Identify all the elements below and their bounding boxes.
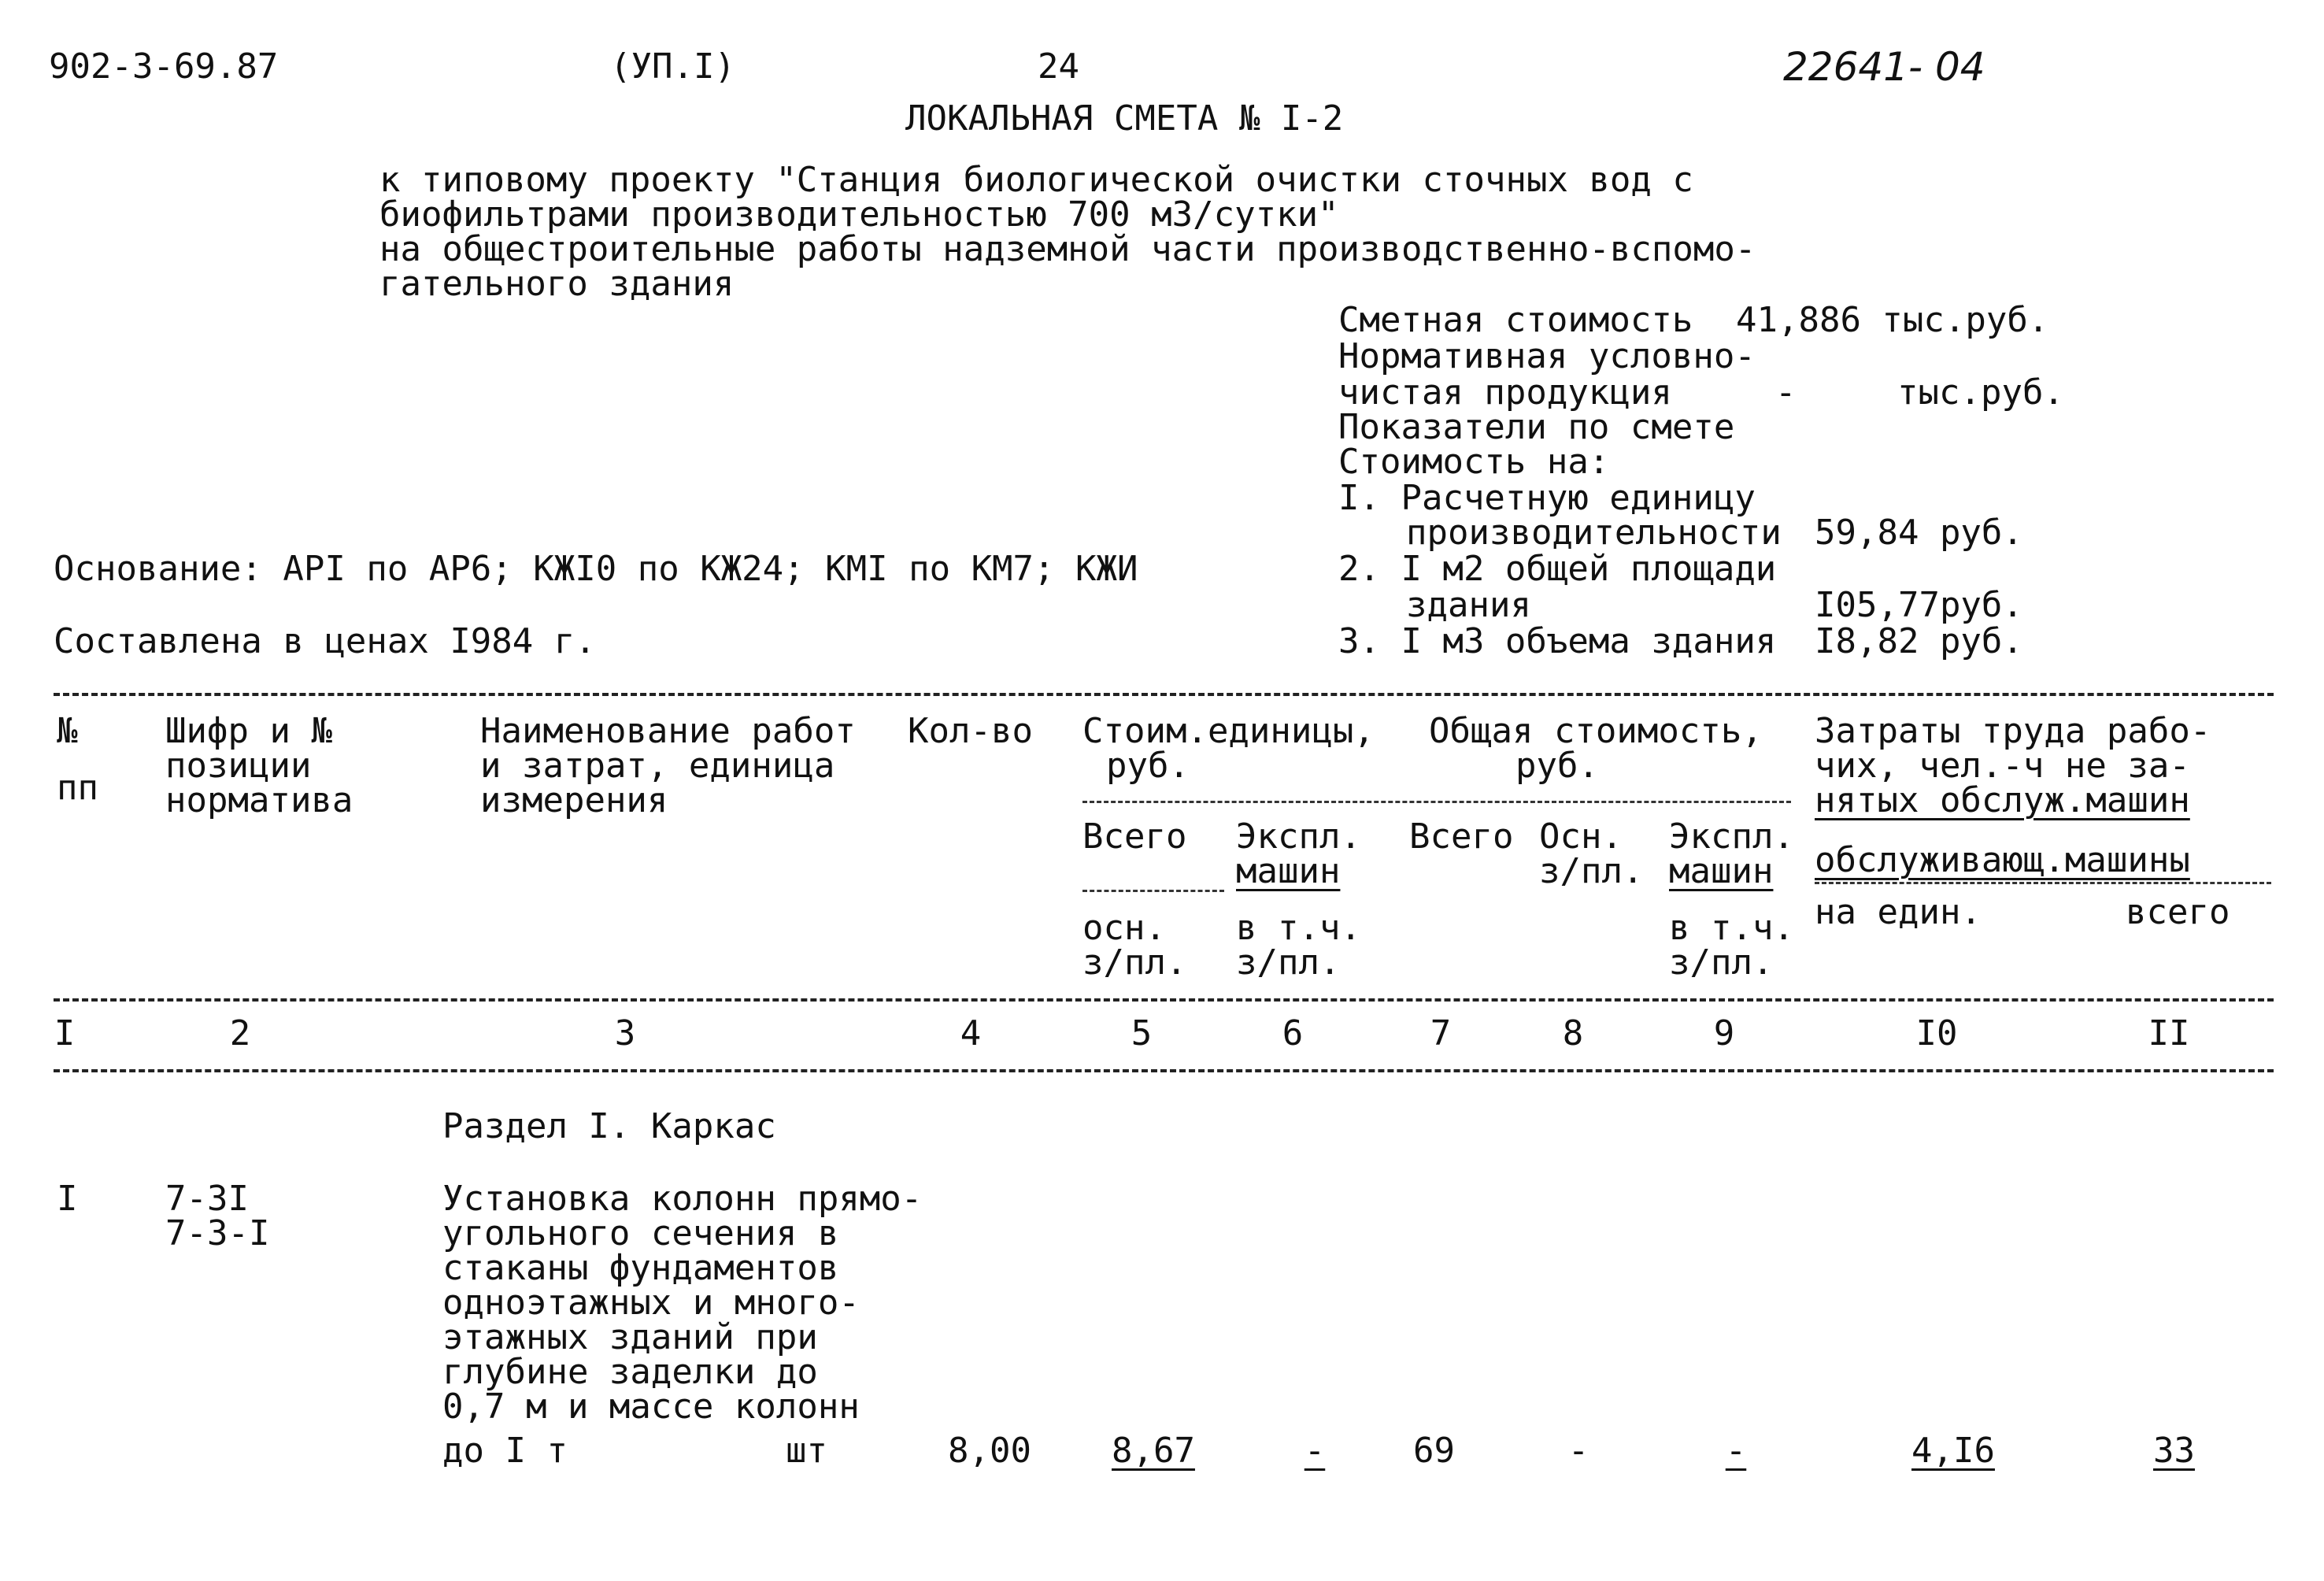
sub-unit-vtch: в т.ч. [1236,908,1361,948]
col-number-3: 3 [614,1013,636,1053]
column-numbers-rule [54,1069,2274,1072]
col-name-header-3: измерения [480,780,668,820]
labor-per-unit: на един. [1815,892,1982,932]
col-number-5: 5 [1131,1013,1153,1053]
subheader-rule-1 [1082,801,1791,803]
row-1-number: I [57,1179,78,1219]
subtitle-line-2: биофильтрами производительностью 700 м3/сутки" [379,194,1339,235]
row-1-total-expl: - [1725,1431,1747,1471]
subheader-rule-2 [1082,890,1224,892]
col-number-2: 2 [229,1013,251,1053]
sub-unit-zpl: з/пл. [1082,942,1187,983]
labor-header-1: Затраты труда рабо- [1815,711,2211,751]
labor-total: всего [2126,892,2230,932]
normative-label-1: Нормативная условно- [1338,336,1756,376]
indicator-2-line-2: здания [1406,585,1531,625]
indicator-1-line-2: производительности [1406,513,1782,553]
row-1-qty: 8,00 [948,1431,1031,1471]
sub-unit-osn: осн. [1082,908,1166,948]
indicator-2-value: I05,77руб. [1815,585,2023,625]
sub-total-vtch-zpl: з/пл. [1669,942,1774,983]
row-1-total-osn: - [1567,1431,1589,1471]
row-1-desc-1: Установка колонн прямо- [442,1179,923,1219]
sub-unit-vtch-zpl: з/пл. [1236,942,1341,983]
estimated-cost-label: Сметная стоимость [1338,300,1693,340]
page-number: 24 [1038,46,1079,87]
col-name-header-1: Наименование работ [480,711,856,751]
row-1-desc-8: до I т [442,1431,568,1471]
row-1-unit: шт [786,1431,827,1471]
col-number-10: I0 [1915,1013,1958,1053]
labor-header-3: нятых обслуж.машин [1815,780,2190,820]
labor-header-2: чих, чел.-ч не за- [1815,746,2190,786]
indicator-1-line-1: I. Расчетную единицу [1338,478,1756,518]
total-cost-header-2: руб. [1515,746,1599,786]
sub-unit-expl: Экспл. [1236,816,1361,857]
normative-dash: - [1775,372,1797,413]
subheader-rule-3 [1815,882,2271,884]
unit-cost-header-2: руб. [1106,746,1190,786]
subtitle-line-3: на общестроительные работы надземной части производственно-вспомо- [379,229,1756,269]
col-number-8: 8 [1562,1013,1584,1053]
unit-cost-header-1: Стоим.единицы, [1082,711,1375,751]
col-number-6: 6 [1282,1013,1304,1053]
row-1-code-1: 7-3I [165,1179,249,1219]
album-code: (УП.I) [610,46,735,87]
col-code-header-3: норматива [165,780,353,820]
cost-per-label: Стоимость на: [1338,442,1610,482]
sub-total-osn-zpl: з/пл. [1539,851,1644,891]
row-1-unit-total: 8,67 [1112,1431,1195,1471]
doc-code: 902-3-69.87 [49,46,279,87]
row-1-labor-unit: 4,I6 [1911,1431,1995,1471]
sub-total-mach: машин [1669,851,1774,891]
indicator-2-line-1: 2. I м2 общей площади [1338,549,1777,589]
col-name-header-2: и затрат, единица [480,746,835,786]
col-number-11: II [2148,1013,2190,1053]
col-code-header-2: позиции [165,746,312,786]
subtitle-line-1: к типовому проекту "Станция биологической очистки сточных вод с [379,160,1693,200]
sub-total-total: Всего [1409,816,1514,857]
table-top-rule [54,693,2274,696]
sub-total-osn: Осн. [1539,816,1623,857]
col-code-header-1: Шифр и № [165,711,332,751]
sub-unit-mach: машин [1236,851,1341,891]
col-number-4: 4 [960,1013,982,1053]
row-1-desc-4: одноэтажных и много- [442,1283,860,1323]
sub-total-expl: Экспл. [1669,816,1794,857]
col-qty-header: Кол-во [908,711,1033,751]
labor-header-4: обслуживающ.машины [1815,840,2190,880]
col-number-7: 7 [1430,1013,1452,1053]
indicator-3-value: I8,82 руб. [1815,621,2023,661]
row-1-labor-total: 33 [2153,1431,2195,1471]
col-number-1: I [54,1013,76,1053]
col-number-9: 9 [1713,1013,1735,1053]
row-1-code-2: 7-3-I [165,1213,270,1253]
row-1-desc-7: 0,7 м и массе колонн [442,1387,860,1427]
prices-line: Составлена в ценах I984 г. [54,621,596,661]
total-cost-header-1: Общая стоимость, [1429,711,1763,751]
header-bottom-rule [54,998,2274,1002]
indicator-3-line: 3. I м3 объема здания [1338,621,1777,661]
row-1-desc-5: этажных зданий при [442,1317,818,1357]
section-title: Раздел I. Каркас [442,1106,776,1146]
basis-line: Основание: АРI по АР6; КЖI0 по КЖ24; КМI по КМ7; КЖИ [54,549,1138,589]
sub-unit-total: Всего [1082,816,1187,857]
indicator-1-value: 59,84 руб. [1815,513,2023,553]
row-1-desc-2: угольного сечения в [442,1213,839,1253]
col-num-header-2: пп [57,768,98,808]
normative-unit: тыс.руб. [1897,372,2064,413]
document-title: ЛОКАЛЬНАЯ СМЕТА № I-2 [905,98,1344,139]
sub-total-vtch: в т.ч. [1669,908,1794,948]
handwritten-number: 22641- 04 [1783,44,1985,90]
subtitle-line-4: гательного здания [379,264,735,304]
row-1-desc-6: глубине заделки до [442,1352,818,1392]
row-1-unit-expl: - [1304,1431,1326,1471]
estimated-cost-value: 41,886 тыс.руб. [1736,300,2049,340]
indicators-label: Показатели по смете [1338,407,1735,447]
row-1-desc-3: стаканы фундаментов [442,1248,839,1288]
col-num-header-1: № [57,711,78,751]
row-1-total: 69 [1413,1431,1455,1471]
normative-label-2: чистая продукция [1338,372,1672,413]
